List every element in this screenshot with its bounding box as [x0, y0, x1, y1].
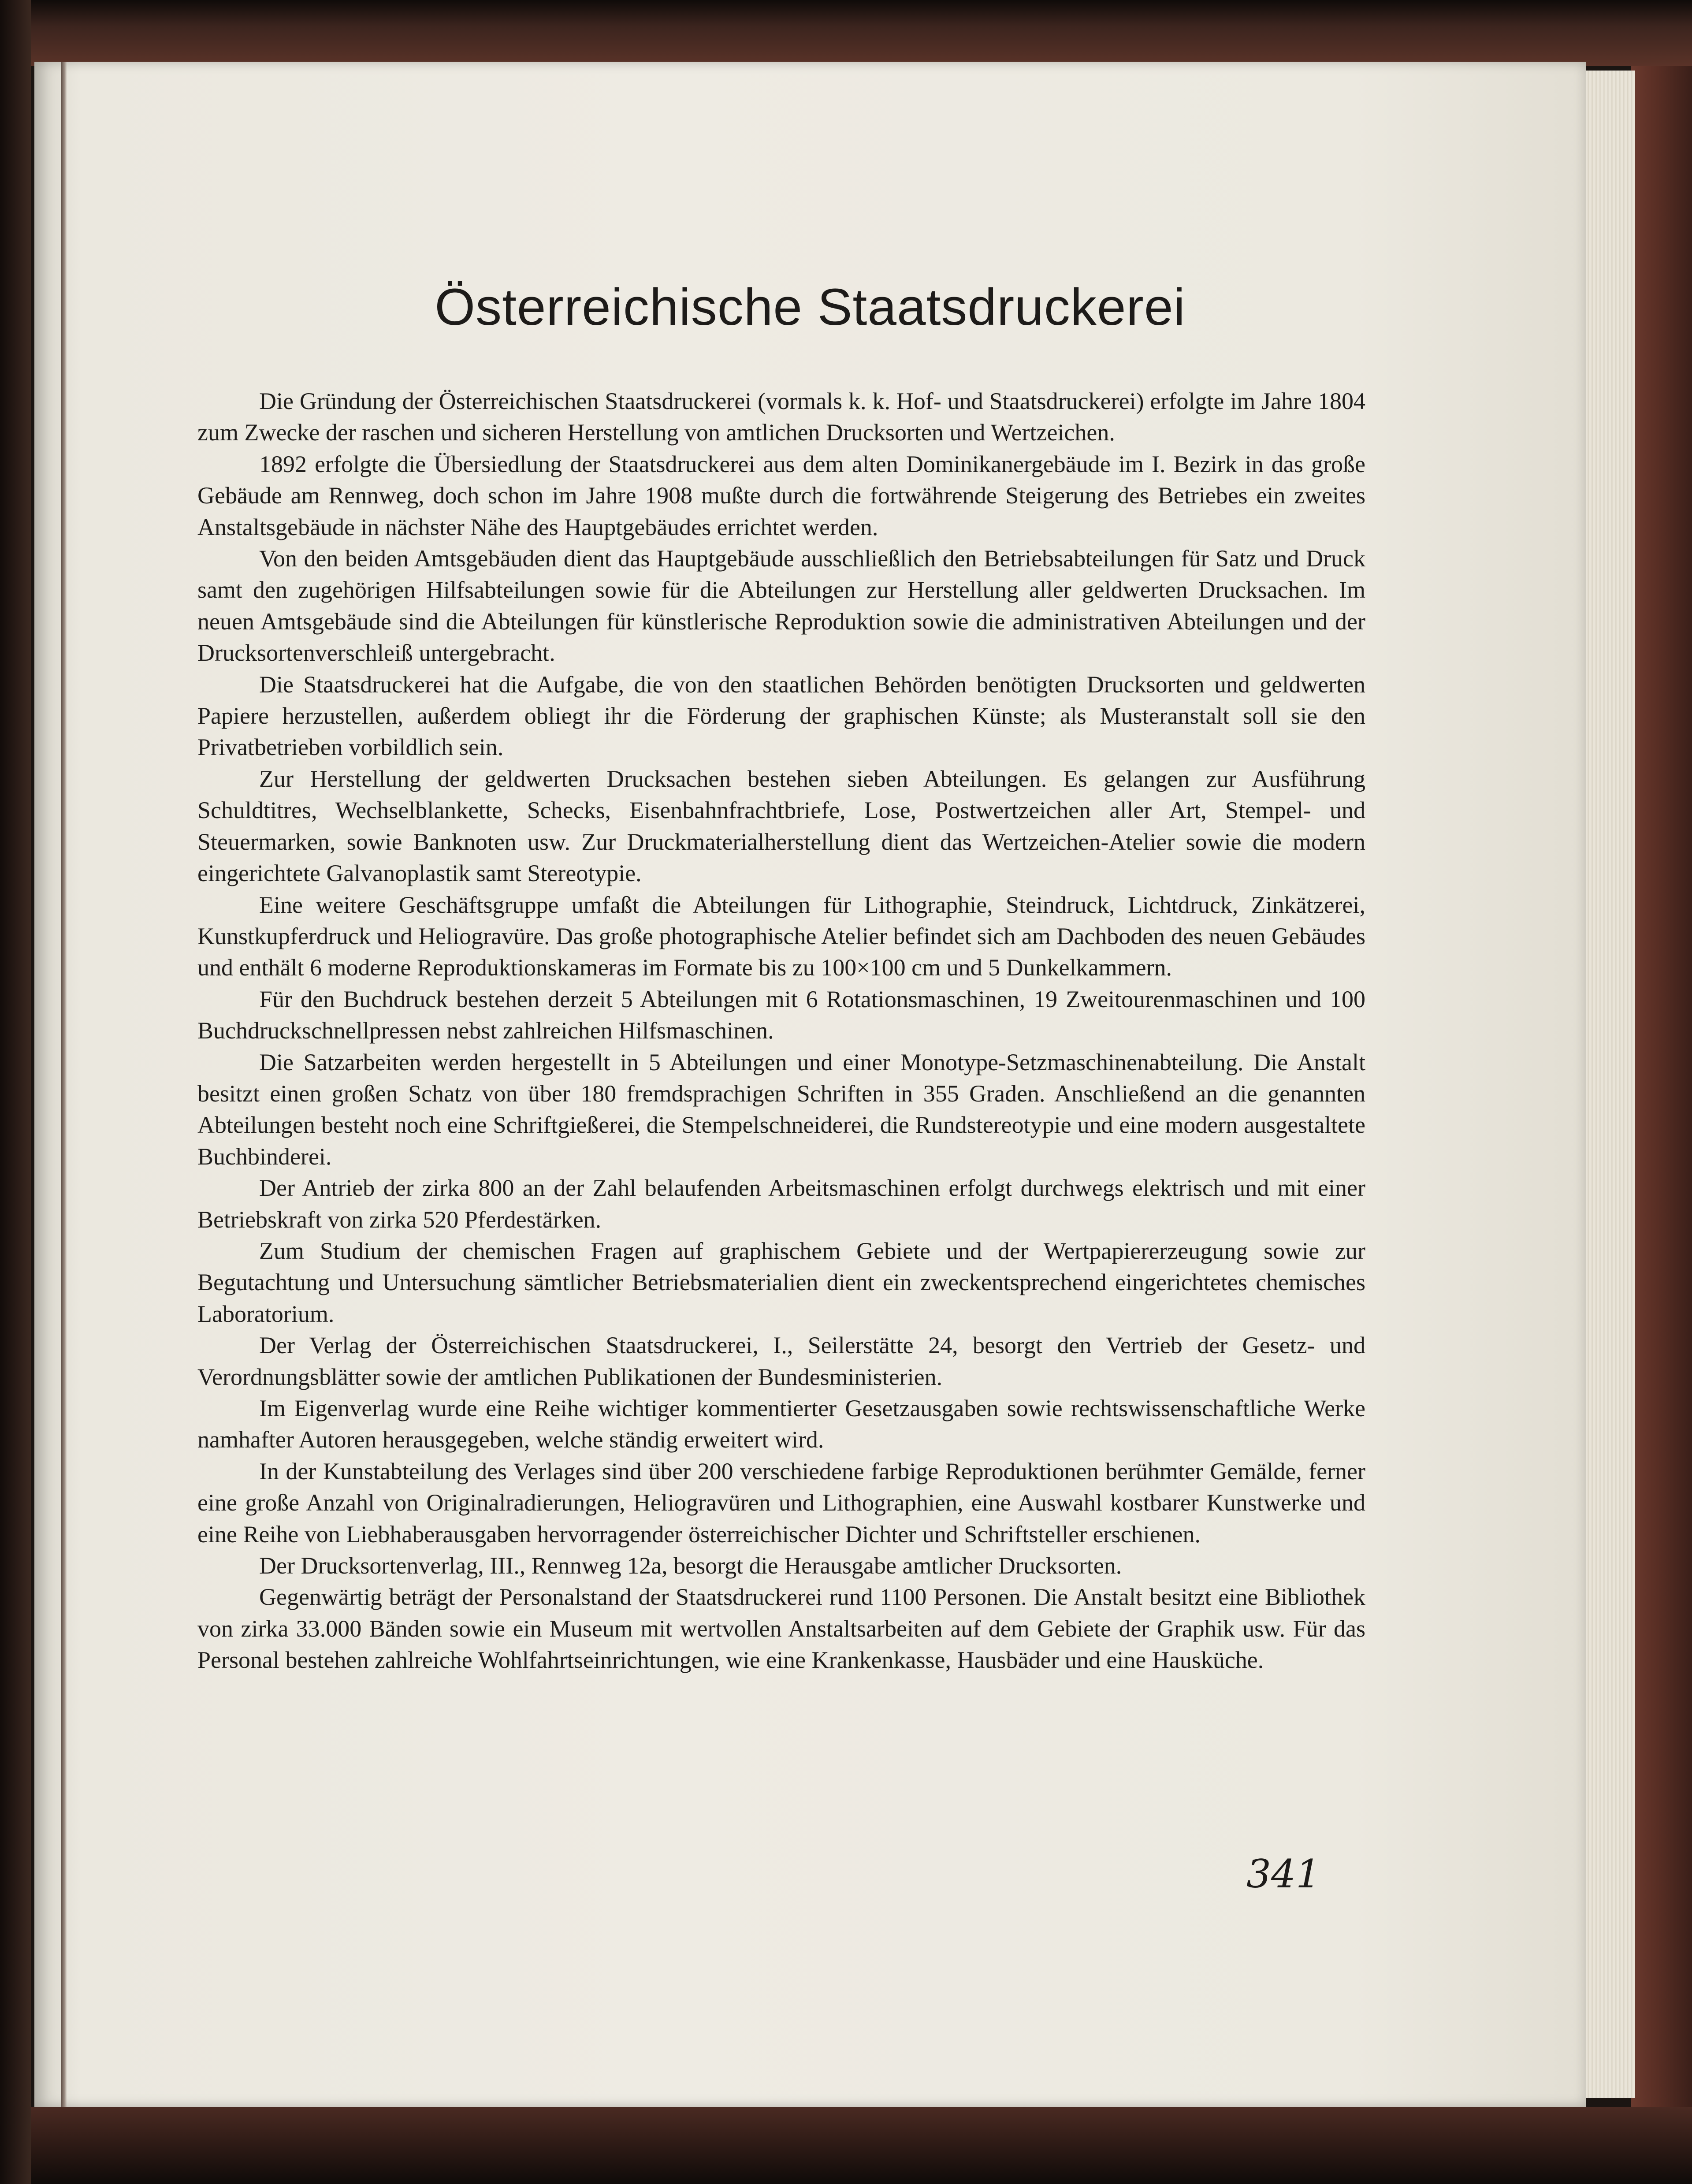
paragraph: Eine weitere Geschäftsgruppe umfaßt die Abteilungen für Lithographie, Steindruck, Lichtdruck, Zinkätzerei, Kunstkupferdruck und Heliogravüre. Das große photographische Atelier befindet sich am Dachboden des neuen Gebäudes und enthält 6 moderne Reproduktionskameras im Formate bis zu 100×100 cm und 5 Dunkelkammern.: [197, 891, 1365, 981]
paragraph: Im Eigenverlag wurde eine Reihe wichtiger kommentierter Gesetzausgaben sowie rechtswissenschaftliche Werke namhafter Autoren herausgegeben, welche ständig erweitert wird.: [197, 1395, 1365, 1453]
paragraph: Die Gründung der Österreichischen Staatsdruckerei (vormals k. k. Hof- und Staatsdruckerei) erfolgte im Jahre 1804 zum Zwecke der raschen und sicheren Herstellung von amtlichen Drucksorten und Wertzeichen.: [197, 388, 1365, 446]
page-title: Österreichische Staatsdruckerei: [435, 278, 1186, 337]
book-cover-left: [0, 0, 31, 2184]
paragraph: Zur Herstellung der geldwerten Drucksachen bestehen sieben Abteilungen. Es gelangen zur Ausführung Schuldtitres, Wechselblankette, Schecks, Eisenbahnfrachtbriefe, Lose, Postwertzeichen aller Art, Stempel- und Steuermarken, sowie Banknoten usw. Zur Druckmaterialherstellung dient das Wertzeichen-Atelier sowie die modern eingerichtete Galvanoplastik samt Stereotypie.: [197, 765, 1365, 887]
paragraph: Die Satzarbeiten werden hergestellt in 5 Abteilungen und einer Monotype-Setzmaschinenabteilung. Die Anstalt besitzt einen großen Schatz von über 180 fremdsprachigen Schriften in 355 Graden. Anschließend an die genannten Abteilungen besteht noch eine Schriftgießerei, die Stempelschneiderei, die Rundstereotypie und eine modern ausgestaltete Buchbinderei.: [197, 1049, 1365, 1170]
page-gutter: [61, 62, 67, 2107]
book-page: [34, 62, 1586, 2107]
paragraph: 1892 erfolgte die Übersiedlung der Staatsdruckerei aus dem alten Dominikanergebäude im I. Bezirk in das große Gebäude am Rennweg, doch schon im Jahre 1908 mußte durch die fortwährende Steigerung des Betriebes ein zweites Anstaltsgebäude in nächster Nähe des Hauptgebäudes errichtet werden.: [197, 450, 1365, 540]
paragraph: Der Drucksortenverlag, III., Rennweg 12a, besorgt die Herausgabe amtlicher Drucksorten.: [259, 1552, 1122, 1579]
book-cover-top: [31, 0, 1692, 66]
paragraph: Zum Studium der chemischen Fragen auf graphischem Gebiete und der Wertpapiererzeugung sowie zur Begutachtung und Untersuchung sämtlicher Betriebsmaterialien dient ein zweckentsprechend eingerichtetes chemisches Laboratorium.: [197, 1237, 1365, 1327]
paragraph: Der Verlag der Österreichischen Staatsdruckerei, I., Seilerstätte 24, besorgt den Vertrieb der Gesetz- und Verordnungsblätter sowie der amtlichen Publikationen der Bundesministerien.: [197, 1332, 1365, 1390]
paragraph: Die Staatsdruckerei hat die Aufgabe, die von den staatlichen Behörden benötigten Drucksorten und geldwerten Papiere herzustellen, außerdem obliegt ihr die Förderung der graphischen Künste; als Musteranstalt soll sie den Privatbetrieben vorbildlich sein.: [197, 671, 1365, 761]
paragraph: In der Kunstabteilung des Verlages sind über 200 verschiedene farbige Reproduktionen berühmter Gemälde, ferner eine große Anzahl von Originalradierungen, Heliogravüren und Lithographien, eine Auswahl kostbarer Kunstwerke und eine Reihe von Liebhaberausgaben hervorragender österreichischer Dichter und Schriftsteller erschienen.: [197, 1458, 1365, 1548]
paragraph: Für den Buchdruck bestehen derzeit 5 Abteilungen mit 6 Rotationsmaschinen, 19 Zweitourenmaschinen und 100 Buchdruckschnellpressen nebst zahlreichen Hilfsmaschinen.: [197, 986, 1365, 1044]
page-number: 341: [1246, 1851, 1320, 1897]
book-cover-right: [1631, 66, 1692, 2184]
paragraph: Von den beiden Amtsgebäuden dient das Hauptgebäude ausschließlich den Betriebsabteilungen für Satz und Druck samt den zugehörigen Hilfsabteilungen sowie für die Abteilungen zur Herstellung aller geldwerten Drucksachen. Im neuen Amtsgebäude sind die Abteilungen für künstlerische Reproduktion sowie die administrativen Abteilungen und der Drucksortenverschleiß untergebracht.: [197, 545, 1365, 666]
paragraph: Gegenwärtig beträgt der Personalstand der Staatsdruckerei rund 1100 Personen. Die Anstalt besitzt eine Bibliothek von zirka 33.000 Bänden sowie ein Museum mit wertvollen Anstaltsarbeiten auf dem Gebiete der Graphik usw. Für das Personal bestehen zahlreiche Wohlfahrtseinrichtungen, wie eine Krankenkasse, Hausbäder und eine Hausküche.: [197, 1584, 1365, 1674]
book-cover-bottom: [31, 2107, 1692, 2184]
body-text: [197, 386, 1365, 1676]
paragraph: Der Antrieb der zirka 800 an der Zahl belaufenden Arbeitsmaschinen erfolgt durchwegs elektrisch und mit einer Betriebskraft von zirka 520 Pferdestärken.: [197, 1175, 1365, 1233]
